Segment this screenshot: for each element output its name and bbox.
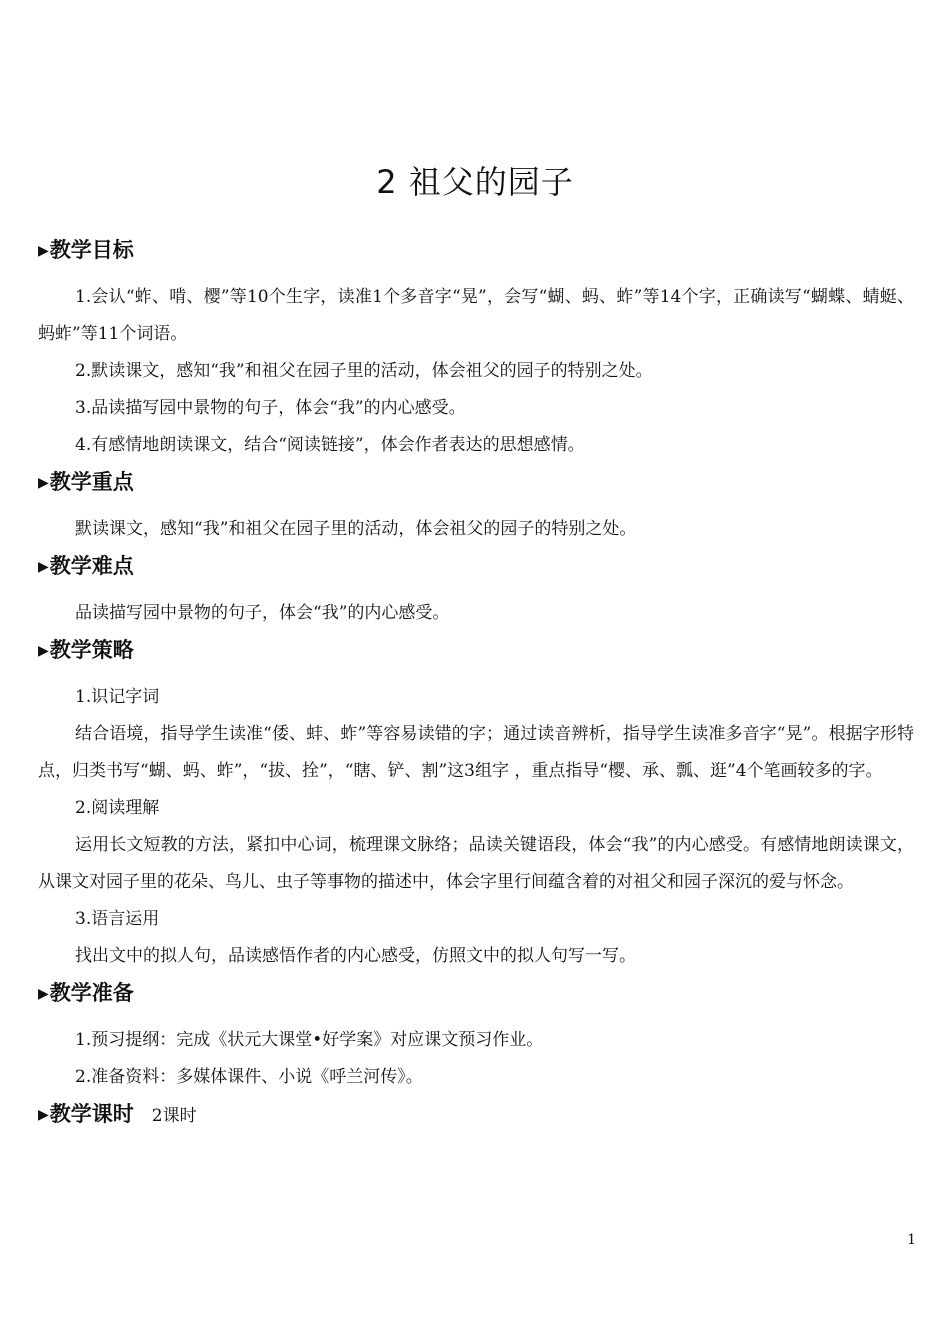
strategy-text: 结合语境，指导学生读准“倭、蚌、蚱”等容易读错的字；通过读音辨析，指导学生读准多音字“晃”。根据字形特点，归类书写“蝴、蚂、蚱”，“拔、拴”，“瞎、铲、割”这3组字 ，重点指导“樱、承、瓢、逛”4个笔画较多的字。 — [38, 724, 914, 781]
section-heading-text: 教学难点 — [49, 554, 134, 578]
preparation-item: 1.预习提纲：完成《状元大课堂•好学案》对应课文预习作业。 — [75, 1030, 544, 1050]
strategy-text: 运用长文短教的方法，紧扣中心词，梳理课文脉络；品读关键语段，体会“我”的内心感受。有感情地朗读课文，从课文对园子里的花朵、鸟儿、虫子等事物的描述中，体会字里行间蕴含着的对祖父和园子深沉的爱与怀念。 — [38, 835, 914, 892]
triangle-marker-icon: ▶ — [38, 643, 49, 659]
objective-item: 3.品读描写园中景物的句子，体会“我”的内心感受。 — [75, 398, 466, 418]
section-heading-text: 教学课时 — [49, 1102, 134, 1126]
section-heading-text: 教学策略 — [49, 638, 134, 662]
section-heading-preparation — [38, 975, 914, 1014]
section-heading-text: 教学重点 — [49, 470, 134, 494]
preparation-item: 2.准备资料：多媒体课件、小说《呼兰河传》。 — [75, 1067, 423, 1087]
periods-value: 2课时 — [151, 1106, 197, 1126]
triangle-marker-icon: ▶ — [38, 475, 49, 491]
strategy-subtitle: 1.识记字词 — [75, 687, 160, 707]
section-heading-text: 教学准备 — [49, 981, 134, 1005]
section-heading-periods — [38, 1096, 914, 1135]
strategy-subtitle: 2.阅读理解 — [75, 798, 160, 818]
lesson-plan-body — [38, 232, 914, 1135]
triangle-marker-icon: ▶ — [38, 986, 49, 1002]
triangle-marker-icon: ▶ — [38, 243, 49, 259]
difficulties-text: 品读描写园中景物的句子，体会“我”的内心感受。 — [75, 603, 450, 623]
objective-item: 1.会认“蚱、啃、樱”等10个生字，读准1个多音字“晃”，会写“蝴、蚂、蚱”等14个字，正确读写“蝴蝶、蜻蜓、蚂蚱”等11个词语。 — [38, 287, 914, 344]
triangle-marker-icon: ▶ — [38, 559, 49, 575]
section-heading-difficulties — [38, 548, 914, 587]
triangle-marker-icon: ▶ — [38, 1107, 49, 1123]
strategy-subtitle: 3.语言运用 — [75, 909, 160, 929]
section-heading-objectives — [38, 232, 914, 271]
page-number: 1 — [907, 1232, 916, 1248]
objective-item: 4.有感情地朗读课文，结合“阅读链接”，体会作者表达的思想感情。 — [75, 435, 585, 455]
strategy-text: 找出文中的拟人句，品读感悟作者的内心感受，仿照文中的拟人句写一写。 — [75, 946, 636, 966]
section-heading-key-points — [38, 464, 914, 503]
section-heading-strategy — [38, 632, 914, 671]
page-title: 2 祖父的园子 — [376, 163, 574, 201]
key-points-text: 默读课文，感知“我”和祖父在园子里的活动，体会祖父的园子的特别之处。 — [75, 519, 637, 539]
section-heading-text: 教学目标 — [49, 238, 134, 262]
objective-item: 2.默读课文，感知“我”和祖父在园子里的活动，体会祖父的园子的特别之处。 — [75, 361, 653, 381]
